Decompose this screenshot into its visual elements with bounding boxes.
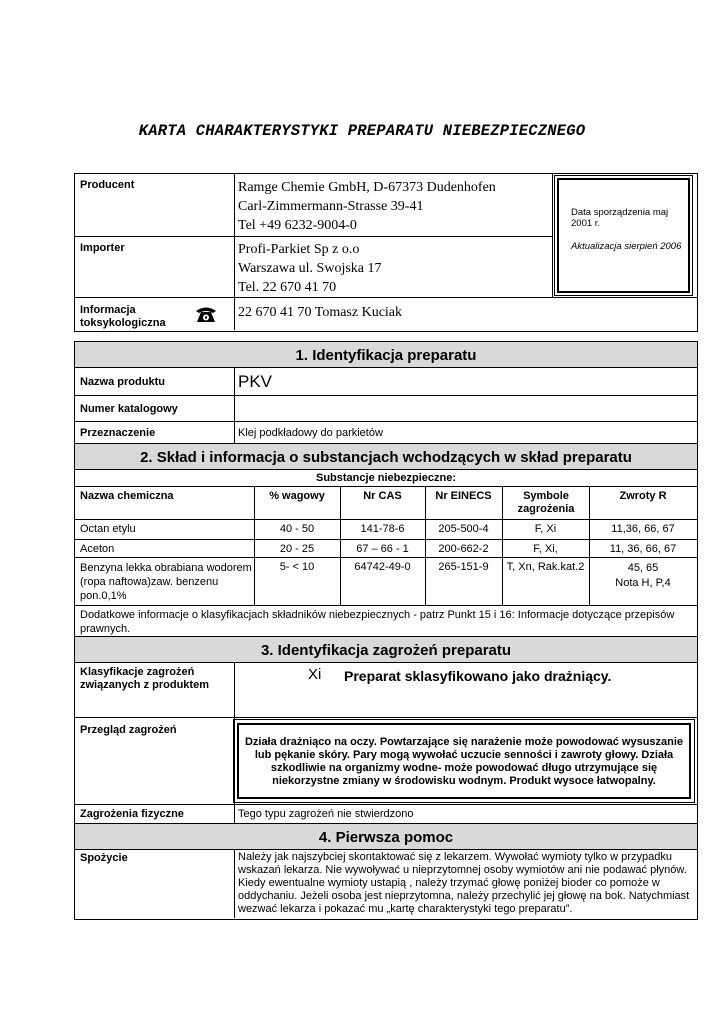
document-title: KARTA CHARAKTERYSTYKI PREPARATU NIEBEZPIECZNEGO	[138, 122, 586, 140]
table-row-symbols: F, Xi,	[533, 543, 558, 555]
table-row-cas: 141-78-6	[360, 523, 405, 535]
table-row-einecs: 200-662-2	[438, 543, 489, 555]
table-row-name-line: Benzyna lekka obrabiana wodorem	[80, 562, 252, 574]
section-2-heading: 2. Skład i informacja o substancjach wchodzących w skład preparatu	[74, 443, 698, 470]
producent-label: Producent	[80, 179, 135, 191]
table-row-r: 11,36, 66, 67	[611, 523, 675, 535]
importer-line: Profi-Parkiet Sp z o.o	[238, 242, 360, 257]
producent-line: Carl-Zimmermann-Strasse 39-41	[238, 199, 424, 214]
catalog-number-label: Numer katalogowy	[80, 403, 178, 415]
date-created-line: 2001 r.	[571, 218, 601, 229]
table-row-cas: 67 – 66 - 1	[356, 543, 409, 555]
table-row-name-line: (ropa naftowa)zaw. benzenu	[80, 576, 219, 588]
table-row-einecs: 265-151-9	[438, 561, 489, 573]
col-header-symbols: Symbole zagrożenia	[517, 490, 575, 515]
producent-line: Tel +49 6232-9004-0	[238, 218, 357, 233]
table-row-name	[80, 561, 252, 603]
date-box-inner	[557, 178, 690, 293]
table-row-einecs: 205-500-4	[438, 523, 489, 535]
producent-line: Ramge Chemie GmbH, D-67373 Dudenhofen	[238, 180, 496, 195]
composition-note: Dodatkowe informacje o klasyfikacjach składników niebezpiecznych - patrz Punkt 15 i 16: Informacje dotyczące przepisów prawnych.	[80, 609, 675, 635]
hazard-symbol-xi: Xi	[308, 666, 322, 683]
table-row-symbols: T, Xn, Rak.kat.2	[506, 561, 585, 573]
product-name-label: Nazwa produktu	[80, 376, 165, 388]
table-row-name: Aceton	[80, 543, 115, 555]
col-header-r: Zwroty R	[619, 490, 667, 502]
col-header-einecs: Nr EINECS	[435, 490, 492, 502]
purpose-value: Klej podkładowy do parkietów	[238, 427, 383, 439]
telephone-icon	[194, 305, 218, 323]
table-row-name: Octan etylu	[80, 523, 136, 535]
table-row-pct: 20 - 25	[279, 543, 315, 555]
col-header-name: Nazwa chemiczna	[80, 490, 174, 502]
table-row-pct: 40 - 50	[279, 523, 315, 535]
section-3-heading: 3. Identyfikacja zagrożeń preparatu	[74, 636, 698, 663]
table-row-symbols: F, Xi	[534, 523, 557, 535]
hazard-overview-text: Działa drażniąco na oczy. Powtarzające się narażenie może powodować wysuszanie lub pękanie skóry. Pary mogą wywołać uczucie senności i zawroty głowy. Działa szkodliwie na organizmy wodne- może powodować długo utrzymujące się niekorzystne zmiany w środowisku wodnym. Produkt wysoce łatwopalny.	[244, 736, 684, 787]
col-header-cas: Nr CAS	[363, 490, 402, 502]
table-row-r-line: 45, 65	[627, 562, 659, 574]
date-updated: Aktualizacja sierpień 2006	[571, 241, 682, 252]
importer-lines	[238, 240, 548, 297]
date-created	[571, 207, 668, 229]
table-row-r	[589, 561, 697, 591]
col-header-pct: % wagowy	[269, 490, 325, 502]
ingestion-label: Spożycie	[80, 852, 128, 864]
importer-line: Tel. 22 670 41 70	[238, 280, 337, 295]
importer-line: Warszawa ul. Swojska 17	[238, 261, 382, 276]
producent-lines	[238, 178, 548, 235]
info-tox-value: 22 670 41 70 Tomasz Kuciak	[238, 305, 403, 320]
classification-label-line: Klasyfikacje zagrożeń	[80, 666, 195, 678]
importer-label: Importer	[80, 242, 125, 254]
purpose-label: Przeznaczenie	[80, 427, 156, 439]
classification-label-line: związanych z produktem	[80, 679, 209, 691]
physical-hazards-value: Tego typu zagrożeń nie stwierdzono	[238, 808, 414, 820]
table-row-r: 11, 36, 66, 67	[609, 543, 677, 555]
table-row-cas: 64742-49-0	[354, 561, 411, 573]
table-row-name-line: pon.0,1%	[80, 590, 127, 602]
info-tox-label-line: toksykologiczna	[80, 317, 166, 329]
classification-value: Preparat sklasyfikowano jako drażniący.	[344, 668, 612, 684]
section-4-heading: 4. Pierwsza pomoc	[74, 823, 698, 850]
section-1-heading: 1. Identyfikacja preparatu	[74, 341, 698, 368]
table-row-pct: 5- < 10	[279, 561, 315, 573]
date-created-line: Data sporządzenia maj	[571, 207, 669, 218]
physical-hazards-label: Zagrożenia fizyczne	[80, 808, 184, 820]
info-tox-label	[80, 304, 166, 330]
info-tox-label-line: Informacja	[80, 304, 136, 316]
classification-label	[80, 666, 209, 692]
product-name-value: PKV	[238, 372, 273, 391]
table-row-r-line: Nota H, P,4	[615, 577, 671, 589]
ingestion-text: Należy jak najszybciej skontaktować się z lekarzem. Wywołać wymioty tylko w przypadku wskazań lekarza. Nie wywoływać u nieprzytomnej osoby wymiotów ani nie podawać płynów. Kiedy ewentualne wymioty ustapią , należy trzymać głowę poniżej bioder co pomoże w oddychaniu. Jeżeli osoba jest nieprzytomna, należy przechylić jej głowę na bok. Natychmiast wezwać lekarza i pokazać mu „kartę charakterystyki tego preparatu”.	[238, 851, 690, 915]
substances-subheading: Substancje niebezpieczne:	[316, 472, 456, 484]
hazard-overview-label: Przegląd zagrożeń	[80, 724, 177, 736]
